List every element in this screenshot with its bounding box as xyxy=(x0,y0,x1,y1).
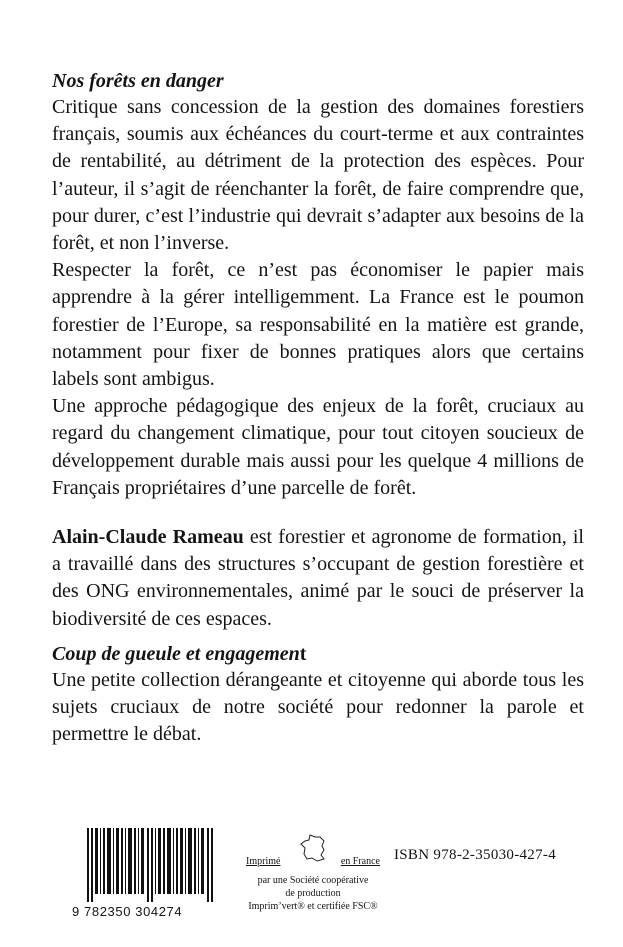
section-heading-forets: Nos forêts en danger xyxy=(52,70,224,92)
barcode-digits: 9 782350 304274 xyxy=(72,904,183,919)
heading-italic-part: Coup de gueule et engagemen xyxy=(52,642,300,665)
isbn-number: ISBN 978-2-35030-427-4 xyxy=(394,847,557,863)
paragraph-critique: Critique sans concession de la gestion des domaines forestiers français, soumis aux échéances du court-terme et aux contraintes de rentabilité, au détriment de la protection des espèces. Pour l’auteur, il s’agit de réenchanter la forêt, de faire comprendre que, pour durer, c’est l’industrie qui devrait s’adapter aux besoins de la forêt, et non l’inverse. xyxy=(52,96,584,255)
imprime-en-france-label xyxy=(238,834,388,934)
section-heading-coup-de-gueule xyxy=(52,641,584,667)
back-cover-text xyxy=(52,68,584,748)
author-bio xyxy=(52,524,584,633)
en-france-label: en France xyxy=(340,856,380,867)
heading-tail-part: t xyxy=(299,642,307,665)
imprime-label: Imprimé xyxy=(246,856,281,867)
paragraph-collection: Une petite collection dérangeante et citoyenne qui aborde tous les sujets cruciaux de notre société pour redonner la parole et permettre le débat. xyxy=(52,668,584,746)
paragraph-respecter: Respecter la forêt, ce n’est pas économiser le papier mais apprendre à la gérer intelligemment. La France est le poumon forestier de l’Europe, sa responsabilité en la matière est grande, notamment pour fixer de bonnes pratiques alors que certains labels sont ambigus. xyxy=(52,259,584,391)
author-bio-text: est forestier et agronome de formation, il a travaillé dans des structures s’occupant de gestion forestière et des ONG environnementales, animé par le souci de préserver la biodiversité de ces espaces. xyxy=(52,526,584,630)
imprim-line-2: de production xyxy=(285,888,341,899)
cover-footer xyxy=(0,826,623,936)
imprim-line-3: Imprim’vert® et certifiée FSC® xyxy=(248,901,378,912)
imprim-line-1: par une Société coopérative xyxy=(257,875,369,886)
author-name: Alain-Claude Rameau xyxy=(52,526,244,549)
paragraph-approche: Une approche pédagogique des enjeux de la forêt, cruciaux au regard du changement climatique, pour tout citoyen soucieux de développement durable mais aussi pour les quelque 4 millions de Français propriétaires d’une parcelle de forêt. xyxy=(52,395,584,499)
